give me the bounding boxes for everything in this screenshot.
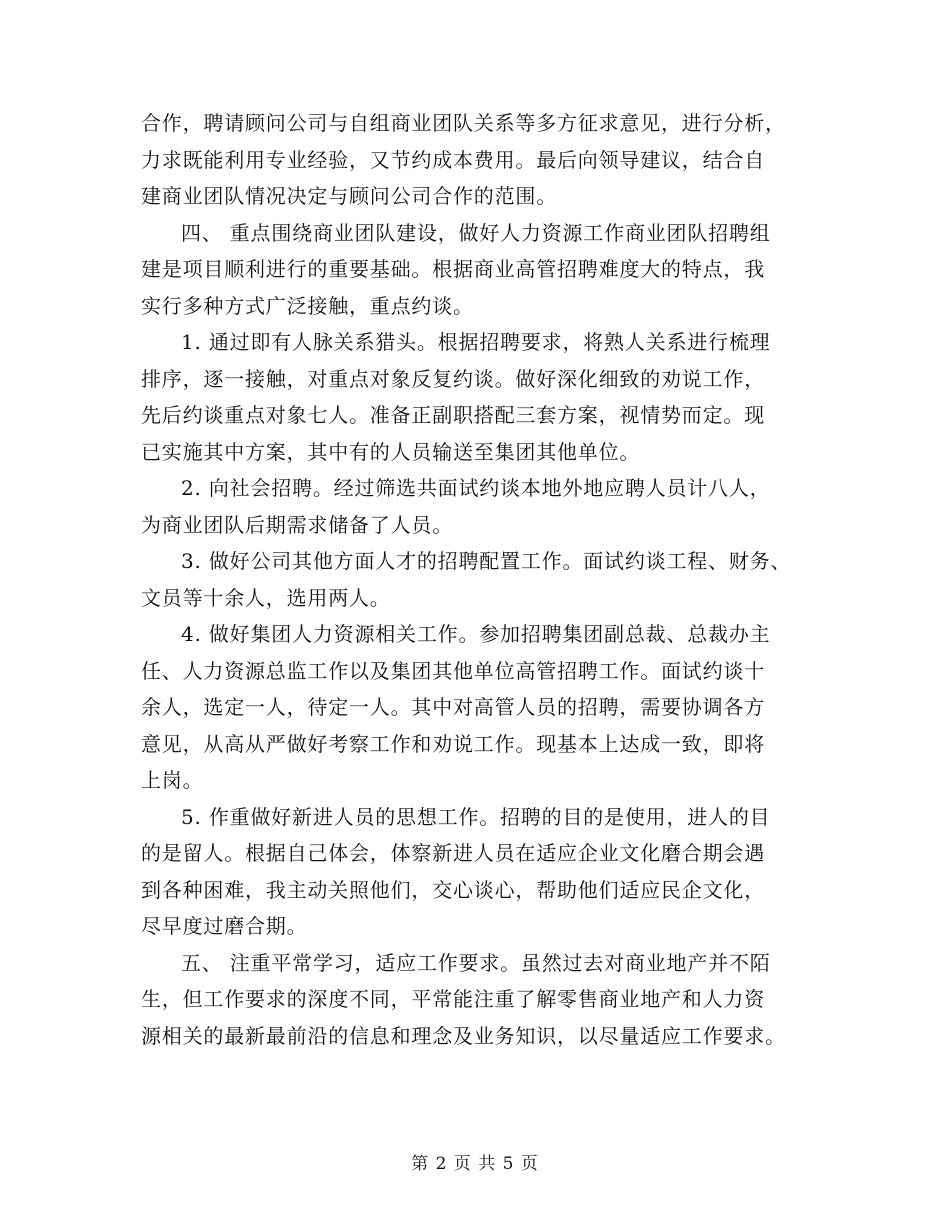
text-line: 上岗。 bbox=[141, 768, 204, 792]
section-four-heading-line: 四、 重点围绕商业团队建设，做好人力资源工作商业团队招聘组 bbox=[181, 220, 771, 245]
text-line: 源相关的最新最前沿的信息和理念及业务知识，以尽量适应工作要求。 bbox=[141, 1023, 786, 1048]
text-line: 排序，逐一接触，对重点对象反复约谈。做好深化细致的劝说工作， bbox=[141, 366, 765, 391]
text-line: 的是留人。根据自己体会，体察新进人员在适应企业文化磨合期会遇 bbox=[141, 841, 765, 865]
text-line: 到各种困难，我主动关照他们，交心谈心，帮助他们适应民企文化， bbox=[141, 877, 765, 902]
item-2-line: 2. 向社会招聘。经过筛选共面试约谈本地外地应聘人员计八人， bbox=[181, 476, 771, 500]
text-line: 余人，选定一人，待定一人。其中对高管人员的招聘，需要协调各方 bbox=[141, 695, 765, 719]
text-line: 任、人力资源总监工作以及集团其他单位高管招聘工作。面试约谈十 bbox=[141, 658, 765, 683]
text-line: 生，但工作要求的深度不同，平常能注重了解零售商业地产和人力资 bbox=[141, 987, 765, 1011]
text-line: 为商业团队后期需求储备了人员。 bbox=[141, 512, 453, 537]
text-line: 力求既能利用专业经验，又节约成本费用。最后向领导建议，结合自 bbox=[141, 147, 765, 172]
item-5-line: 5. 作重做好新进人员的思想工作。招聘的目的是使用，进人的目 bbox=[181, 804, 771, 829]
item-1-line: 1. 通过即有人脉关系猎头。根据招聘要求，将熟人关系进行梳理 bbox=[181, 330, 771, 354]
page-footer: 第 2 页 共 5 页 bbox=[411, 1154, 539, 1174]
text-line: 建商业团队情况决定与顾问公司合作的范围。 bbox=[141, 184, 557, 208]
text-line: 已实施其中方案，其中有的人员输送至集团其他单位。 bbox=[141, 439, 641, 464]
item-3-line: 3. 做好公司其他方面人才的招聘配置工作。面试约谈工程、财务、 bbox=[181, 549, 792, 573]
text-line: 尽早度过磨合期。 bbox=[141, 914, 308, 938]
text-line: 建是项目顺利进行的重要基础。根据商业高管招聘难度大的特点，我 bbox=[141, 257, 765, 281]
item-4-line: 4. 做好集团人力资源相关工作。参加招聘集团副总裁、总裁办主 bbox=[181, 622, 771, 646]
document-body bbox=[141, 105, 821, 1054]
text-line: 实行多种方式广泛接触，重点约谈。 bbox=[141, 293, 474, 318]
text-line: 文员等十余人，选用两人。 bbox=[141, 585, 391, 610]
text-line: 意见，从高从严做好考察工作和劝说工作。现基本上达成一致，即将 bbox=[141, 731, 765, 756]
text-line: 合作，聘请顾问公司与自组商业团队关系等多方征求意见，进行分析， bbox=[141, 111, 786, 135]
section-five-heading-line: 五、 注重平常学习，适应工作要求。虽然过去对商业地产并不陌 bbox=[181, 950, 771, 975]
text-line: 先后约谈重点对象七人。准备正副职搭配三套方案，视情势而定。现 bbox=[141, 403, 765, 427]
